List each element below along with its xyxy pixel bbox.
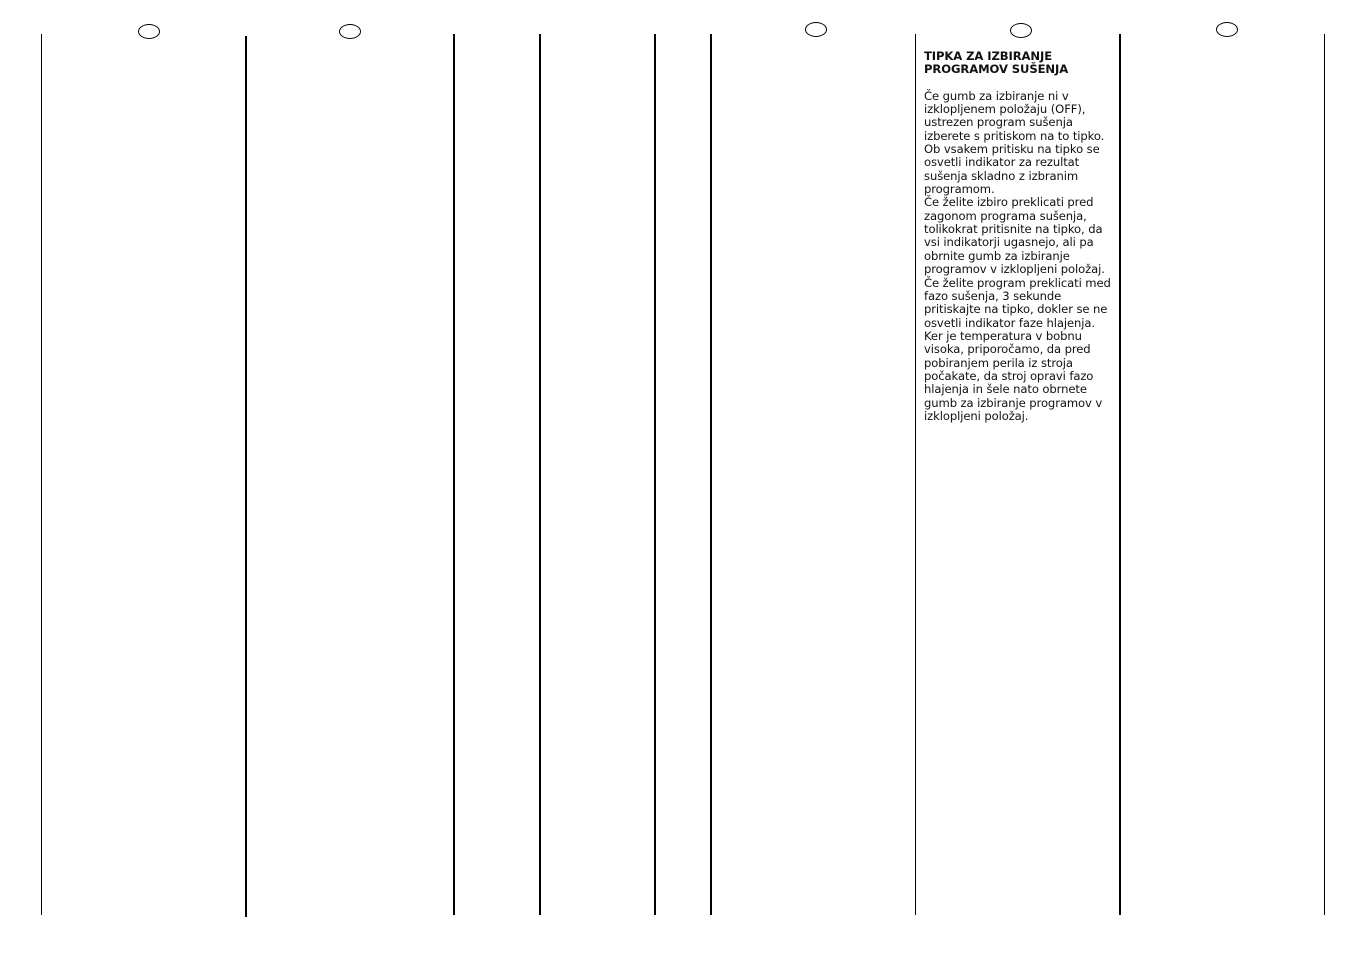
- section-heading: TIPKA ZA IZBIRANJE PROGRAMOV SUŠENJA: [924, 49, 1069, 77]
- column-divider-7: [915, 34, 916, 915]
- column-divider-6: [710, 34, 712, 915]
- paragraph-select-program: Če gumb za izbiranje ni v izklopljenem položaju (OFF), ustrezen program sušenja izberete s pritiskom na to tipko. Ob vsakem pritisku na tipko se osvetli indikator za rezultat sušenja skladno z izbranim programom.: [924, 88, 1105, 197]
- language-badge-4: [1010, 23, 1032, 38]
- language-badge-5: [1216, 22, 1238, 37]
- column-divider-9: [1324, 34, 1325, 915]
- column-divider-3: [453, 34, 455, 915]
- language-badge-3: [805, 22, 827, 37]
- paragraph-cancel-during-drying: Če želite program preklicati med fazo sušenja, 3 sekunde pritiskajte na tipko, dokler se ne osvetli indikator faze hlajenja. Ker je temperatura v bobnu visoka, priporočamo, da pred pobiranjem perila iz stroja počakate, da stroj opravi fazo hlajenja in šele nato obrnete gumb za izbiranje programov v izklopljeni položaj.: [924, 275, 1111, 423]
- column-divider-5: [654, 34, 656, 915]
- drying-program-section: [924, 50, 1116, 423]
- paragraph-cancel-before-start: Če želite izbiro preklicati pred zagonom programa sušenja, tolikokrat pritisnite na tipko, da vsi indikatorji ugasnejo, ali pa obrnite gumb za izbiranje programov v izklopljeni položaj.: [924, 195, 1105, 277]
- column-divider-4: [539, 34, 541, 915]
- language-badge-1: [138, 24, 160, 39]
- column-divider-2: [245, 36, 247, 917]
- column-divider-8: [1119, 34, 1121, 915]
- language-badge-2: [339, 24, 361, 39]
- column-divider-1: [41, 34, 42, 915]
